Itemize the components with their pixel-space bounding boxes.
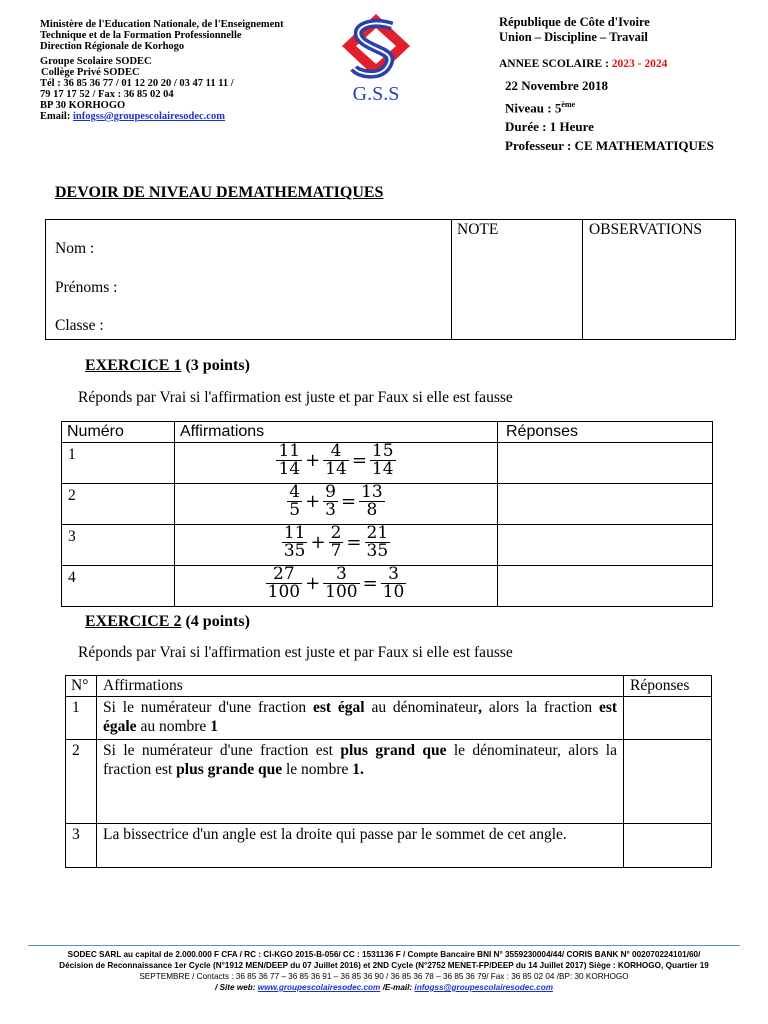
ex1-row-equation — [175, 443, 498, 484]
page-title: DEVOIR DE NIVEAU DEMATHEMATIQUES — [55, 184, 384, 201]
ex1-row-answer[interactable] — [498, 443, 713, 484]
ex2-row-2-text — [97, 740, 624, 824]
equals-sign: = — [341, 491, 357, 512]
exercise-1-table — [61, 421, 713, 607]
table-row — [66, 697, 712, 740]
fraction-c: $\frac{13}{8}$ — [361, 482, 383, 520]
plus-sign: + — [305, 450, 321, 471]
ex1-header-affirmations: Affirmations — [175, 422, 498, 443]
ex1-header-reponses: Réponses — [498, 422, 713, 443]
ex2-row-3-affirmation: La bissectrice d'un angle est la droite qui passe par le sommet de cet angle. — [103, 826, 567, 843]
prenoms-label: Prénoms : — [55, 279, 118, 296]
ministry-line-1: Ministère de l'Education Nationale, de l'Enseignement — [40, 19, 284, 30]
school-tel-1: Tél : 36 85 36 77 / 01 12 20 20 / 03 47 11 11 / — [40, 78, 234, 89]
ex2-row-3-num: 3 — [66, 824, 97, 868]
observations-label: OBSERVATIONS — [589, 221, 703, 238]
note-cell[interactable] — [452, 220, 583, 340]
table-row — [66, 824, 712, 868]
ex1-row-num: 3 — [62, 525, 175, 566]
niveau-sup: ème — [561, 100, 576, 109]
note-label: NOTE — [457, 221, 499, 238]
ministry-line-2: Technique et de la Formation Professionnelle — [40, 30, 242, 41]
ex1-row-answer[interactable] — [498, 484, 713, 525]
school-logo — [328, 12, 424, 104]
observations-cell[interactable] — [583, 220, 736, 340]
footer-line-3: SEPTEMBRE / Contacts : 36 85 36 77 – 36 85 36 91 – 36 85 36 90 / 36 85 36 78 – 36 85 36 79/ Fax : 36 85 02 04 /BP: 30 KORHOGO — [139, 972, 629, 981]
school-tel-2: 79 17 17 52 / Fax : 36 85 02 04 — [40, 89, 174, 100]
ex1-row-answer[interactable] — [498, 566, 713, 607]
email-link[interactable]: infogss@groupescolairesodec.com — [72, 111, 225, 122]
ex1-row-num: 1 — [62, 443, 175, 484]
footer-divider — [28, 945, 740, 946]
ex1-row-num: 4 — [62, 566, 175, 607]
exam-prof: Professeur : CE MATHEMATIQUES — [505, 138, 714, 154]
equals-sign: = — [351, 450, 367, 471]
motto: Union – Discipline – Travail — [499, 30, 648, 44]
exercise-2-instruction: Réponds par Vrai si l'affirmation est juste et par Faux si elle est fausse — [78, 644, 513, 661]
ministry-line-3: Direction Régionale de Korhogo — [40, 41, 185, 52]
footer-site-label: / Site web: — [214, 983, 258, 992]
ex2-row-2-affirmation: Si le numérateur d'une fraction est plus grand que le dénominateur, alors la fraction est plus grande que le nombre 1. — [103, 742, 617, 778]
fraction-b: $\frac{4}{14}$ — [325, 441, 347, 479]
exam-duree: Durée : 1 Heure — [505, 119, 594, 135]
fraction-b: $\frac{2}{7}$ — [330, 523, 342, 561]
classe-label: Classe : — [55, 317, 104, 334]
ex2-row-3-answer[interactable] — [624, 824, 712, 868]
plus-sign: + — [310, 532, 326, 553]
ex1-row-equation — [175, 566, 498, 607]
exam-info — [505, 76, 714, 155]
footer-site-link[interactable]: www.groupescolairesodec.com — [257, 983, 381, 992]
fraction-b: $\frac{9}{3}$ — [325, 482, 336, 520]
footer-line-1: SODEC SARL au capital de 2.000.000 F CFA / RC : CI-KGO 2015-B-056/ CC : 1531136 F / Compte Bancaire BNI N° 3559230004/44/ CORIS BANK N° 002070224101/60/ — [67, 950, 701, 959]
exam-date: 22 Novembre 2018 — [505, 78, 609, 93]
ex1-row-answer[interactable] — [498, 525, 713, 566]
ex1-row-num: 2 — [62, 484, 175, 525]
ex1-header-numero: Numéro — [62, 422, 175, 443]
table-row — [62, 484, 713, 525]
table-row — [66, 740, 712, 824]
student-id-table — [45, 219, 736, 340]
footer-email-label: /E-mail: — [380, 983, 415, 992]
school-year-label: ANNEE SCOLAIRE : — [499, 58, 612, 70]
footer-line-4 — [28, 982, 740, 993]
equals-sign: = — [362, 573, 378, 594]
plus-sign: + — [305, 491, 321, 512]
footer-line-2: Décision de Reconnaissance 1er Cycle (N°1912 MEN/DEEP du 07 Juillet 2016) et 2ND Cycle (N°2752 MENET-FP/DEEP du 14 Juillet 2017) Siège : KORHOGO, Quartier 19 — [59, 961, 709, 970]
fraction-c: $\frac{21}{35}$ — [366, 523, 389, 561]
exercise-1-label: EXERCICE 1 — [85, 357, 182, 374]
plus-sign: + — [305, 573, 321, 594]
exercise-1-title — [85, 357, 250, 375]
table-row — [62, 566, 713, 607]
ex2-header-reponses: Réponses — [624, 676, 712, 697]
ex2-row-3-text — [97, 824, 624, 868]
fraction-a: $\frac{11}{35}$ — [283, 523, 306, 561]
fraction-a: $\frac{11}{14}$ — [278, 441, 301, 479]
ex2-row-1-affirmation: Si le numérateur d'une fraction est égal au dénominateur, alors la fraction est égale au nombre 1 — [103, 699, 618, 735]
exam-niveau — [505, 95, 714, 117]
ex2-row-1-answer[interactable] — [624, 697, 712, 740]
ex1-row-equation — [175, 525, 498, 566]
table-row — [62, 443, 713, 484]
ex2-header-num: N° — [66, 676, 97, 697]
school-info — [40, 56, 234, 122]
exercise-2-label: EXERCICE 2 — [85, 613, 182, 630]
exercise-1-instruction: Réponds par Vrai si l'affirmation est juste et par Faux si elle est fausse — [78, 389, 513, 406]
header-left — [40, 19, 284, 52]
logo-text: G.S.S — [352, 83, 400, 104]
school-name-1: Groupe Scolaire SODEC — [40, 56, 152, 67]
fraction-b: $\frac{3}{100}$ — [325, 564, 358, 602]
exercise-2-points: (4 points) — [181, 613, 250, 630]
ex2-header-affirmations: Affirmations — [97, 676, 624, 697]
ex2-row-2-answer[interactable] — [624, 740, 712, 824]
ex1-row-equation — [175, 484, 498, 525]
exercise-2-title — [85, 613, 250, 631]
table-row — [62, 525, 713, 566]
school-year — [499, 57, 667, 72]
exercise-2-table — [65, 675, 712, 868]
email-label: Email: — [40, 111, 73, 122]
logo-emblem-icon — [328, 12, 424, 104]
exercise-1-points: (3 points) — [181, 357, 250, 374]
school-email — [40, 111, 234, 122]
fraction-c: $\frac{15}{14}$ — [371, 441, 394, 479]
footer-email-link[interactable]: infogss@groupescolairesodec.com — [414, 983, 553, 992]
ex2-row-1-num: 1 — [66, 697, 97, 740]
nom-label: Nom : — [55, 240, 95, 257]
fraction-a: $\frac{4}{5}$ — [289, 482, 301, 520]
school-year-value: 2023 - 2024 — [611, 58, 668, 70]
equals-sign: = — [346, 532, 362, 553]
school-bp: BP 30 KORHOGO — [40, 100, 126, 111]
ex2-row-2-num: 2 — [66, 740, 97, 824]
fraction-a: $\frac{27}{100}$ — [267, 564, 301, 602]
footer — [28, 949, 740, 993]
ex2-row-1-text — [97, 697, 624, 740]
republic: République de Côte d'Ivoire — [499, 15, 650, 29]
student-fields-cell — [46, 220, 452, 340]
header-right — [499, 15, 650, 45]
school-name-2: Collège Privé SODEC — [41, 67, 140, 78]
niveau-label: Niveau : 5 — [505, 100, 562, 116]
fraction-c: $\frac{3}{10}$ — [382, 564, 405, 602]
